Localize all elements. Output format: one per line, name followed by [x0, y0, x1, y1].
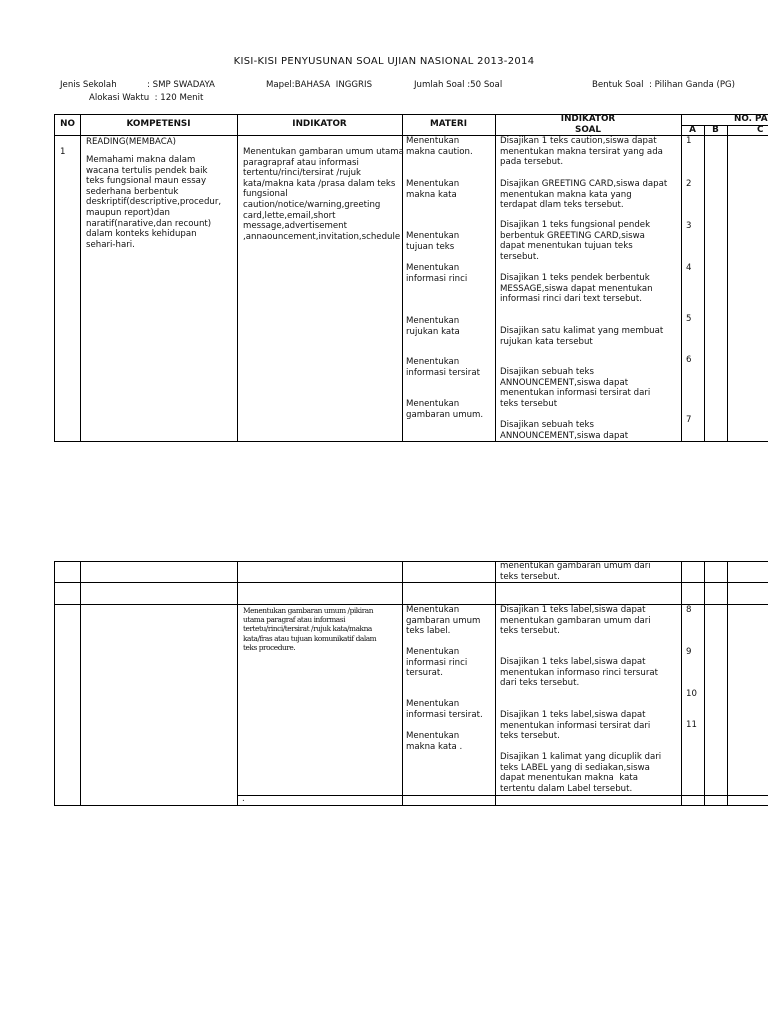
jenis-sekolah-value: : SMP SWADAYA: [147, 80, 215, 90]
materi-10: Menentukan informasi tersirat.: [406, 699, 483, 720]
jenis-sekolah-label: Jenis Sekolah: [60, 80, 117, 90]
materi-4: Menentukan informasi rinci: [406, 263, 468, 284]
alokasi-waktu: Alokasi Waktu : 120 Menit: [89, 93, 204, 103]
materi-3: Menentukan tujuan teks: [406, 231, 460, 252]
indikator-soal-2: Disajikan GREETING CARD,siswa dapat menentukan makna kata yang terdapat dlam teks tersebut.: [500, 179, 668, 211]
indikator-text-2: Menentukan gambaran umum /pikiran utama paragraf atau informasi tertetu/rinci/tersirat /rujuk kata/makna kata/fras atau tujuan komunikatif dalam teks procedure.: [243, 606, 377, 652]
kompetensi-title: READING(MEMBACA): [86, 137, 176, 147]
indikator-soal-10: Disajikan 1 teks label,siswa dapat menentukan informasi tersirat dari teks tersebut.: [500, 710, 651, 742]
soal-number-6: 6: [686, 355, 692, 365]
indikator-soal-6: Disajikan sebuah teks ANNOUNCEMENT,siswa dapat menentukan informasi tersirat dari teks tersebut: [500, 367, 651, 409]
materi-8: Menentukan gambaran umum teks label.: [406, 605, 481, 637]
bentuk-soal: Bentuk Soal : Pilihan Ganda (PG): [592, 80, 736, 90]
materi-6: Menentukan informasi tersirat: [406, 357, 480, 378]
soal-number-7: 7: [686, 415, 692, 425]
soal-number-4: 4: [686, 263, 692, 273]
materi-2: Menentukan makna kata: [406, 179, 460, 200]
indikator-soal-9: Disajikan 1 teks label,siswa dapat menentukan informaso rinci tersurat dari teks tersebut.: [500, 657, 659, 689]
indikator-text: Menentukan gambaran umum utama paragrapraf atau informasi tertentu/rinci/tersirat /rujuk kata/makna kata /prasa dalam teks fungsional caution/notice/warning,greeting card,lette,email,short message,advertisement ,annaouncement,invitation,schedule: [243, 147, 404, 242]
soal-number-11: 11: [686, 720, 697, 730]
soal-number-2: 2: [686, 179, 692, 189]
header-no-paket: NO. PA: [734, 114, 768, 124]
header-b: B: [712, 125, 719, 135]
indikator-soal-8: Disajikan 1 teks label,siswa dapat menentukan gambaran umum dari teks tersebut.: [500, 605, 651, 637]
continuation-text: menentukan gambaran umum dari teks tersebut.: [500, 561, 651, 582]
indikator-soal-3: Disajikan 1 teks fungsional pendek berbentuk GREETING CARD,siswa dapat menentukan tujuan teks tersebut.: [500, 220, 651, 262]
header-a: A: [689, 125, 696, 135]
materi-7: Menentukan gambaran umum.: [406, 399, 484, 420]
header-indikator-soal: INDIKATOR SOAL: [560, 114, 616, 135]
document-title: KISI-KISI PENYUSUNAN SOAL UJIAN NASIONAL 2013-2014: [233, 56, 535, 67]
mapel: Mapel:BAHASA INGGRIS: [266, 80, 373, 90]
header-indikator: INDIKATOR: [292, 119, 347, 129]
header-kompetensi: KOMPETENSI: [126, 119, 191, 129]
soal-number-9: 9: [686, 647, 692, 657]
header-c: C: [757, 125, 764, 135]
soal-number-8: 8: [686, 605, 692, 615]
header-no: NO: [60, 119, 75, 129]
soal-number-10: 10: [686, 689, 697, 699]
indikator-soal-11: Disajikan 1 kalimat yang dicuplik dari teks LABEL yang di sediakan,siswa dapat menentukan makna kata tertentu dalam Label tersebut.: [500, 752, 662, 794]
soal-number-5: 5: [686, 314, 692, 324]
row-number: 1: [60, 147, 66, 157]
soal-number-3: 3: [686, 221, 692, 231]
indikator-soal-7: Disajikan sebuah teks ANNOUNCEMENT,siswa dapat: [500, 420, 629, 441]
materi-11: Menentukan makna kata .: [406, 731, 463, 752]
kompetensi-text: Memahami makna dalam wacana tertulis pendek baik teks fungsional maun essay sederhana berbentuk deskriptif(descriptive,procedur, maupun report)dan naratif(narative,dan recount) dalam konteks kehidupan sehari-hari.: [86, 155, 222, 250]
materi-5: Menentukan rujukan kata: [406, 316, 460, 337]
indikator-soal-1: Disajikan 1 teks caution,siswa dapat menentukan makna tersirat yang ada pada tersebut.: [500, 136, 663, 168]
header-materi: MATERI: [430, 119, 467, 129]
soal-number-1: 1: [686, 136, 692, 146]
dot-mark: .: [242, 794, 245, 804]
materi-9: Menentukan informasi rinci tersurat.: [406, 647, 468, 679]
materi-1: Menentukan makna caution.: [406, 136, 473, 157]
jumlah-soal: Jumlah Soal :50 Soal: [414, 80, 503, 90]
indikator-soal-4: Disajikan 1 teks pendek berbentuk MESSAGE,siswa dapat menentukan informasi rinci dari text tersebut.: [500, 273, 653, 305]
indikator-soal-5: Disajikan satu kalimat yang membuat rujukan kata tersebut: [500, 326, 664, 347]
